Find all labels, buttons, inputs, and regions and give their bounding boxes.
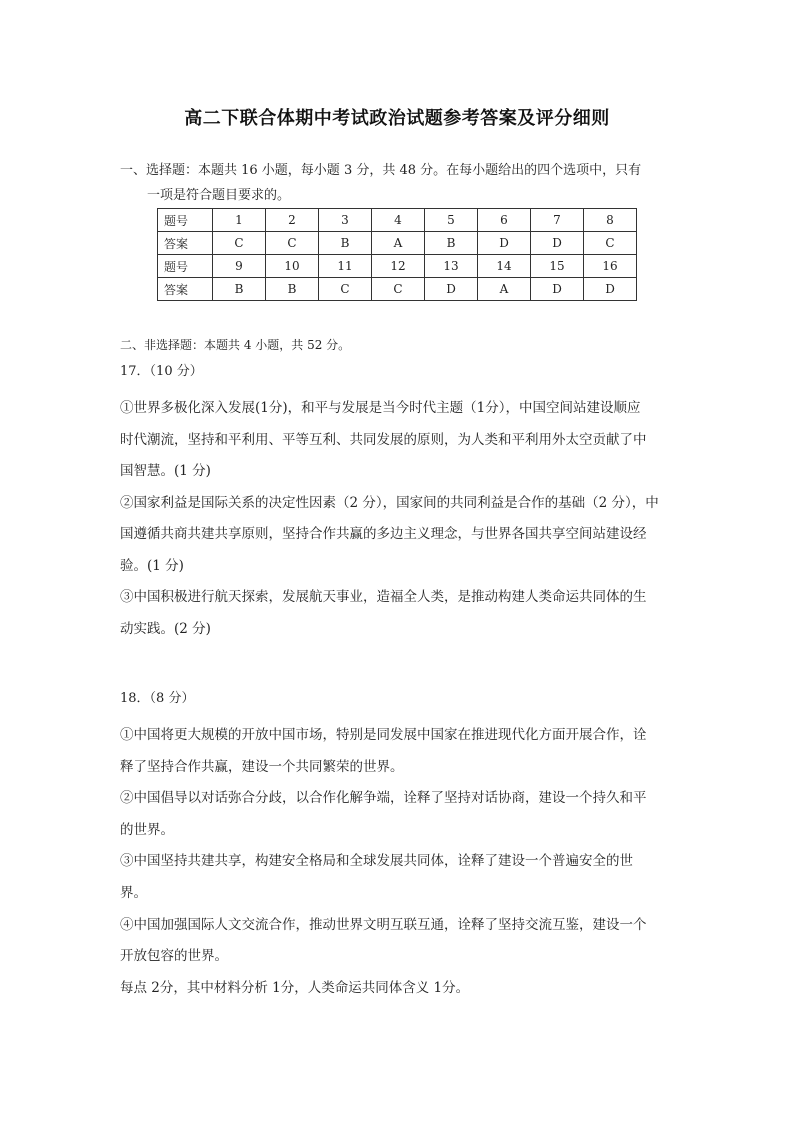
table-cell: C (319, 278, 372, 301)
table-cell: 3 (319, 209, 372, 232)
table-cell: B (319, 232, 372, 255)
scoring-note: 每点 2分，其中材料分析 1分，人类命运共同体含义 1分。 (120, 979, 470, 996)
table-cell: A (372, 232, 425, 255)
page-title: 高二下联合体期中考试政治试题参考答案及评分细则 (184, 108, 610, 129)
table-cell: C (372, 278, 425, 301)
table-cell: C (584, 232, 637, 255)
table-row (158, 255, 637, 278)
table-row (158, 232, 637, 255)
table-cell: 2 (266, 209, 319, 232)
table-cell: 10 (266, 255, 319, 278)
q18-answer (120, 720, 675, 1004)
q17-answer (120, 393, 675, 645)
table-cell: B (213, 278, 266, 301)
answer-line: 时代潮流，坚持和平利用、平等互利、共同发展的原则，为人类和平利用外太空贡献了中 (120, 431, 647, 448)
table-cell: D (425, 278, 478, 301)
table-row (158, 278, 637, 301)
table-cell: D (478, 232, 531, 255)
q18-header: 18．（8 分） (120, 691, 195, 706)
answer-line: ③中国积极进行航天探索，发展航天事业，造福全人类，是推动构建人类命运共同体的生 (120, 589, 647, 605)
table-cell: A (478, 278, 531, 301)
answer-line: ③中国坚持共建共享，构建安全格局和全球发展共同体，诠释了建设一个普遍安全的世 (120, 853, 633, 870)
table-cell: D (531, 278, 584, 301)
row-label: 答案 (158, 278, 213, 301)
answer-line: 开放包容的世界。 (120, 948, 228, 965)
section2-heading: 二、非选择题：本题共 4 小题，共 52 分。 (120, 338, 351, 352)
table-cell: 5 (425, 209, 478, 232)
section1-intro-line2: 一项是符合题目要求的。 (147, 188, 291, 203)
table-cell: 4 (372, 209, 425, 232)
table-cell: 16 (584, 255, 637, 278)
table-cell: D (531, 232, 584, 255)
answer-line: 动实践。(2 分) (120, 620, 211, 637)
table-cell: B (266, 278, 319, 301)
row-label: 答案 (158, 232, 213, 255)
answer-line: 国智慧。(1 分) (120, 463, 211, 479)
table-cell: 7 (531, 209, 584, 232)
table-cell: 1 (213, 209, 266, 232)
table-cell: D (584, 278, 637, 301)
table-cell: 6 (478, 209, 531, 232)
answer-line: ②国家利益是国际关系的决定性因素（2 分），国家间的共同利益是合作的基础（2 分），中 (120, 494, 659, 511)
row-label: 题号 (158, 209, 213, 232)
table-cell: 15 (531, 255, 584, 278)
table-row (158, 209, 637, 232)
answer-table (157, 208, 637, 301)
q17-header: 17．（10 分） (120, 364, 203, 379)
row-label: 题号 (158, 255, 213, 278)
answer-line: ①中国将更大规模的开放中国市场，特别是同发展中国家在推进现代化方面开展合作，诠 (120, 727, 647, 743)
table-cell: C (213, 232, 266, 255)
table-cell: 8 (584, 209, 637, 232)
answer-line: 界。 (120, 884, 147, 901)
answer-line: ④中国加强国际人文交流合作，推动世界文明互联互通，诠释了坚持交流互鉴，建设一个 (120, 916, 647, 933)
answer-line: ②中国倡导以对话弥合分歧，以合作化解争端，诠释了坚持对话协商，建设一个持久和平 (120, 790, 647, 807)
answer-line: 的世界。 (120, 821, 174, 838)
section1-intro-line1: 一、选择题：本题共 16 小题，每小题 3 分，共 48 分。在每小题给出的四个选项中，只有 (120, 163, 642, 178)
answer-line: 国遵循共商共建共享原则，坚持合作共赢的多边主义理念，与世界各国共享空间站建设经 (120, 526, 647, 542)
table-cell: C (266, 232, 319, 255)
table-cell: B (425, 232, 478, 255)
table-cell: 14 (478, 255, 531, 278)
table-cell: 12 (372, 255, 425, 278)
answer-line: 释了坚持合作共赢，建设一个共同繁荣的世界。 (120, 758, 404, 775)
table-cell: 13 (425, 255, 478, 278)
answer-line: ①世界多极化深入发展(1分)，和平与发展是当今时代主题（1分），中国空间站建设顺应 (120, 400, 641, 416)
table-cell: 11 (319, 255, 372, 278)
answer-line: 验。(1 分) (120, 557, 184, 574)
table-cell: 9 (213, 255, 266, 278)
